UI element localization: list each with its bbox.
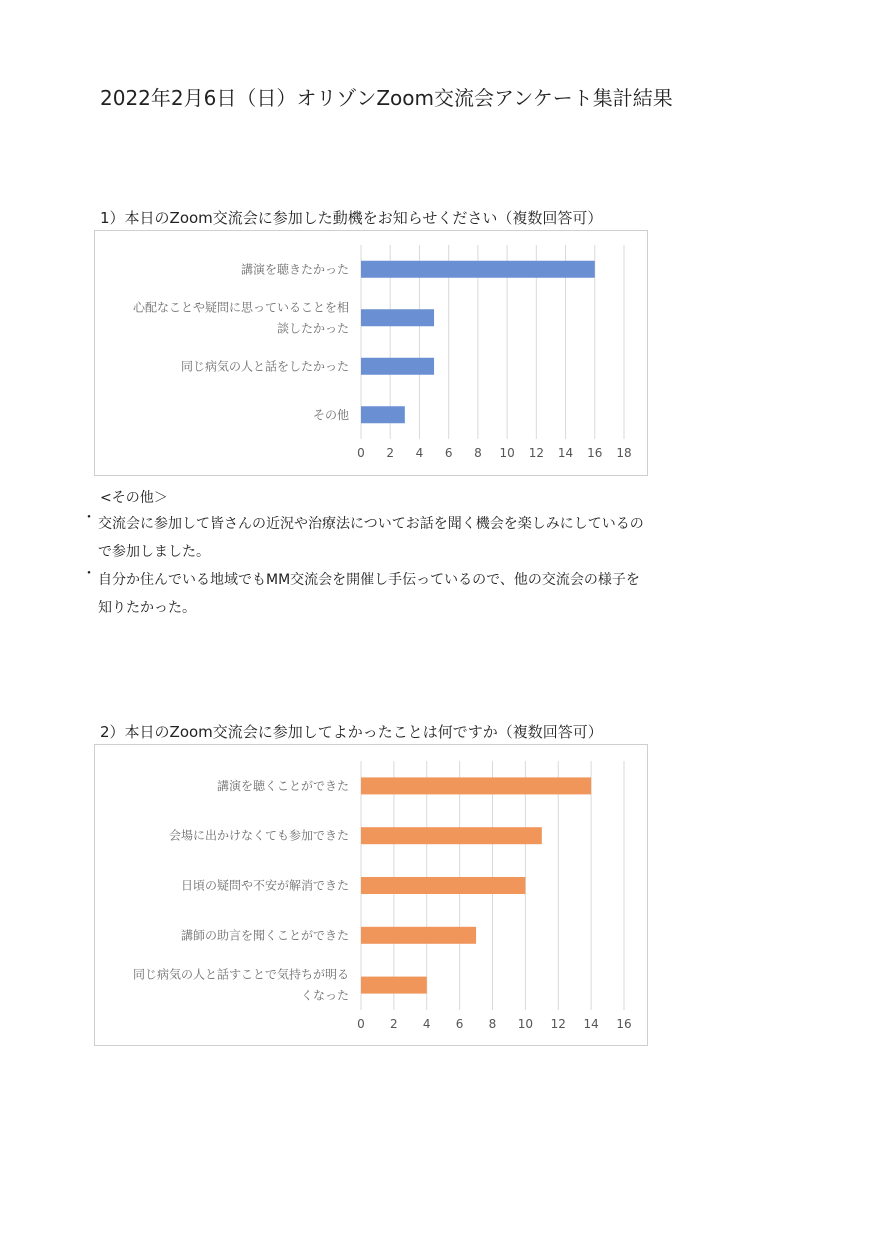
x-tick-label: 2: [390, 1017, 398, 1031]
x-tick-label: 16: [587, 446, 603, 460]
chart-1: [94, 230, 648, 476]
chart-2-svg: [95, 745, 647, 1045]
other-item-2-line2: 知りたかった。: [98, 600, 196, 616]
category-label: 日頃の疑問や不安が解消できた: [180, 878, 349, 893]
bar: [361, 358, 434, 375]
category-label: 同じ病気の人と話をしたかった: [180, 359, 349, 374]
x-tick-label: 0: [357, 446, 365, 460]
bar: [361, 927, 476, 944]
bullet-dot: ・: [82, 510, 96, 526]
bar: [361, 261, 595, 278]
question-2-title: 2）本日のZoom交流会に参加してよかったことは何ですか（複数回答可）: [100, 723, 603, 741]
x-tick-label: 6: [444, 446, 453, 460]
bar: [361, 309, 434, 326]
category-label: 同じ病気の人と話すことで気持ちが明る: [132, 967, 349, 982]
x-tick-label: 2: [386, 446, 395, 460]
x-tick-label: 8: [474, 446, 482, 460]
category-label: 談したかった: [276, 321, 349, 336]
x-tick-label: 12: [550, 1017, 566, 1031]
x-tick-label: 12: [528, 446, 544, 460]
category-label: その他: [312, 407, 349, 422]
category-label: くなった: [300, 988, 349, 1003]
x-tick-label: 8: [488, 1017, 497, 1031]
bullet-dot: ・: [82, 566, 96, 582]
other-heading: <その他＞: [100, 490, 168, 506]
x-tick-label: 0: [357, 1017, 365, 1031]
x-tick-label: 18: [616, 446, 632, 460]
x-tick-label: 14: [583, 1017, 599, 1031]
x-tick-label: 6: [455, 1017, 464, 1031]
bar: [361, 777, 591, 794]
x-tick-label: 16: [616, 1017, 632, 1031]
category-label: 講師の助言を聞くことができた: [180, 928, 349, 943]
category-label: 心配なことや疑問に思っていることを相: [132, 300, 349, 315]
other-item-1-line1: 交流会に参加して皆さんの近況や治療法についてお話を聞く機会を楽しみにしているの: [98, 516, 644, 532]
x-tick-label: 14: [557, 446, 574, 460]
other-item-1-line2: で参加しました。: [98, 544, 210, 560]
chart-2: [94, 744, 648, 1046]
bar: [361, 877, 525, 894]
question-1-title: 1）本日のZoom交流会に参加した動機をお知らせください（複数回答可）: [100, 209, 603, 227]
x-tick-label: 10: [517, 1017, 534, 1031]
other-item-2-line1: 自分か住んでいる地域でもMM交流会を開催し手伝っているので、他の交流会の様子を: [98, 572, 640, 588]
bar: [361, 406, 405, 423]
category-label: 講演を聴きたかった: [240, 262, 349, 277]
category-label: 講演を聴くことができた: [216, 778, 349, 793]
chart-1-svg: [95, 231, 647, 475]
page-title: 2022年2月6日（日）オリゾンZoom交流会アンケート集計結果: [100, 86, 673, 110]
x-tick-label: 4: [415, 446, 424, 460]
bar: [361, 977, 427, 994]
x-tick-label: 10: [499, 446, 515, 460]
category-label: 会場に出かけなくても参加できた: [168, 828, 349, 843]
x-tick-label: 4: [422, 1017, 431, 1031]
bar: [361, 827, 542, 844]
